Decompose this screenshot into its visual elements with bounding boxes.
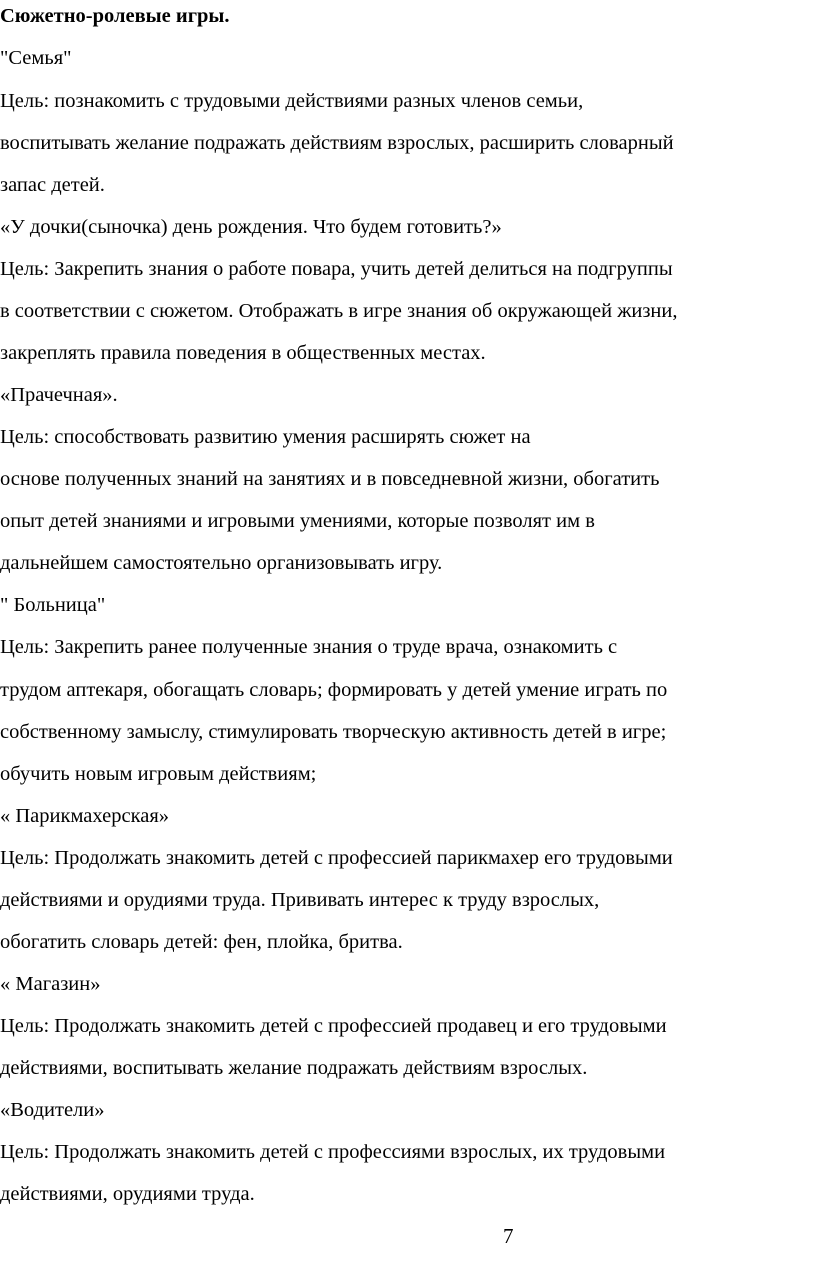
text-line: опыт детей знаниями и игровыми умениями, которые позволят им в — [0, 510, 595, 532]
text-line: основе полученных знаний на занятиях и в повседневной жизни, обогатить — [0, 468, 660, 490]
text-line: Цель: Продолжать знакомить детей с профессией парикмахер его трудовыми — [0, 847, 673, 869]
game-title-family: "Семья" — [0, 47, 72, 69]
game-title-drivers: «Водители» — [0, 1099, 105, 1121]
game-title-shop: « Магазин» — [0, 973, 101, 995]
text-line: обогатить словарь детей: фен, плойка, бритва. — [0, 931, 403, 953]
text-line: обучить новым игровым действиям; — [0, 763, 317, 785]
text-line: Цель: познакомить с трудовыми действиями разных членов семьи, — [0, 90, 584, 112]
text-line: Цель: способствовать развитию умения расширять сюжет на — [0, 426, 531, 448]
text-line: дальнейшем самостоятельно организовывать игру. — [0, 552, 443, 574]
game-title-birthday: «У дочки(сыночка) день рождения. Что будем готовить?» — [0, 216, 502, 238]
text-line: действиями, воспитывать желание подражать действиям взрослых. — [0, 1057, 588, 1079]
text-line: Цель: Закрепить знания о работе повара, учить детей делиться на подгруппы — [0, 258, 673, 280]
document-title: Сюжетно-ролевые игры. — [0, 5, 230, 27]
page-number: 7 — [503, 1224, 514, 1248]
game-title-laundry: «Прачечная». — [0, 384, 118, 406]
text-line: действиями, орудиями труда. — [0, 1183, 255, 1205]
text-line: воспитывать желание подражать действиям взрослых, расширить словарный — [0, 132, 674, 154]
text-line: действиями и орудиями труда. Прививать интерес к труду взрослых, — [0, 889, 600, 911]
text-line: запас детей. — [0, 174, 105, 196]
text-line: Цель: Продолжать знакомить детей с профессиями взрослых, их трудовыми — [0, 1141, 666, 1163]
text-line: собственному замыслу, стимулировать творческую активность детей в игре; — [0, 721, 667, 743]
text-line: трудом аптекаря, обогащать словарь; формировать у детей умение играть по — [0, 679, 668, 701]
text-line: Цель: Закрепить ранее полученные знания о труде врача, ознакомить с — [0, 636, 618, 658]
game-title-hospital: " Больница" — [0, 594, 106, 616]
game-title-hairdresser: « Парикмахерская» — [0, 805, 170, 827]
text-line: Цель: Продолжать знакомить детей с профессией продавец и его трудовыми — [0, 1015, 667, 1037]
text-line: в соответствии с сюжетом. Отображать в игре знания об окружающей жизни, — [0, 300, 678, 322]
text-line: закреплять правила поведения в общественных местах. — [0, 342, 486, 364]
